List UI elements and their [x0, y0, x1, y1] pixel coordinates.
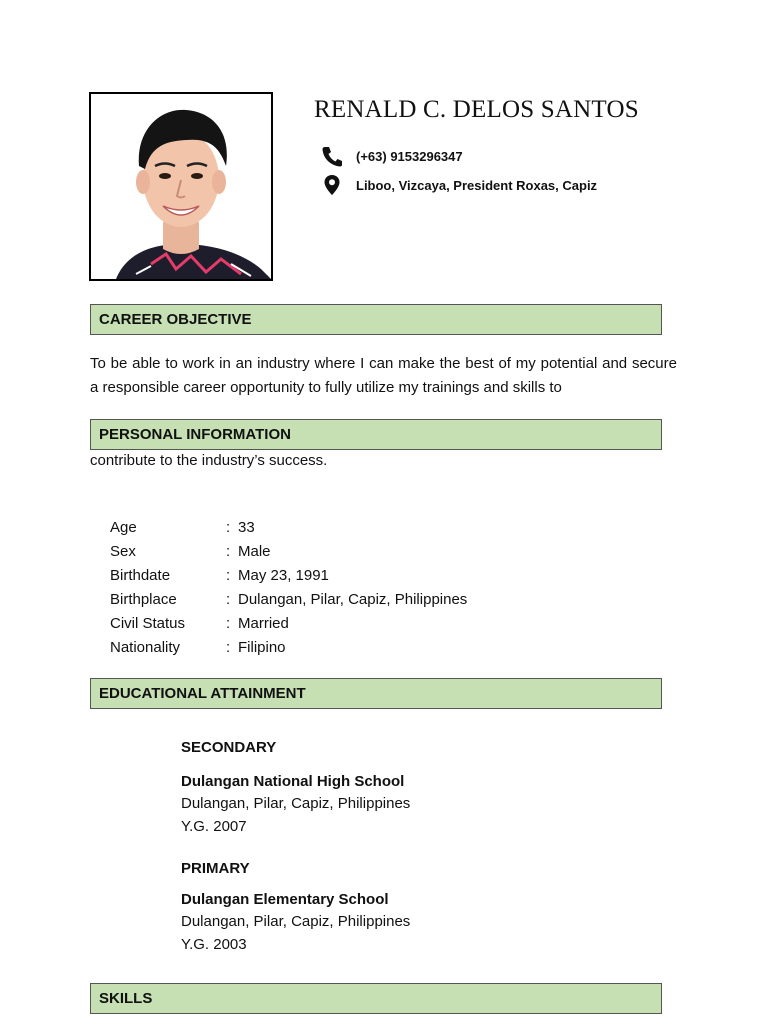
- info-value: Filipino: [238, 638, 286, 656]
- school-name: Dulangan National High School: [181, 772, 405, 790]
- section-personal-information: PERSONAL INFORMATION: [90, 419, 662, 450]
- info-row-age: [110, 515, 467, 539]
- info-row-birthdate: [110, 563, 467, 587]
- education-primary: [181, 858, 410, 956]
- address-row: [320, 174, 597, 196]
- graduation-year: Y.G. 2007: [181, 817, 247, 835]
- info-row-nationality: [110, 635, 467, 659]
- info-separator: :: [226, 638, 231, 656]
- phone-row: [320, 145, 463, 167]
- section-educational-attainment: EDUCATIONAL ATTAINMENT: [90, 678, 662, 709]
- info-label: Age: [110, 518, 137, 536]
- phone-number: (+63) 9153296347: [356, 148, 463, 164]
- address-text: Liboo, Vizcaya, President Roxas, Capiz: [356, 177, 598, 193]
- personal-info-table: [110, 515, 467, 659]
- info-label: Nationality: [110, 638, 181, 656]
- info-row-sex: [110, 539, 467, 563]
- applicant-name: RENALD C. DELOS SANTOS: [314, 96, 639, 123]
- info-label: Sex: [110, 542, 136, 560]
- info-separator: :: [226, 566, 231, 584]
- person-portrait-icon: [91, 94, 271, 279]
- info-value: 33: [238, 518, 255, 536]
- info-value: Married: [238, 614, 289, 632]
- education-level: SECONDARY: [181, 739, 277, 756]
- location-pin-icon: [320, 174, 344, 196]
- graduation-year: Y.G. 2003: [181, 935, 247, 953]
- info-value: Dulangan, Pilar, Capiz, Philippines: [238, 590, 468, 608]
- info-row-civil-status: [110, 611, 467, 635]
- info-separator: :: [226, 614, 231, 632]
- school-location: Dulangan, Pilar, Capiz, Philippines: [181, 795, 411, 812]
- section-career-objective: CAREER OBJECTIVE: [90, 304, 662, 335]
- section-skills: SKILLS: [90, 983, 662, 1014]
- info-label: Civil Status: [110, 614, 186, 632]
- info-value: May 23, 1991: [238, 566, 329, 584]
- profile-photo: [89, 92, 273, 281]
- education-level: PRIMARY: [181, 860, 250, 877]
- info-row-birthplace: [110, 587, 467, 611]
- info-label: Birthdate: [110, 566, 171, 584]
- objective-text-continuation: contribute to the industry’s success.: [90, 452, 328, 469]
- objective-text: To be able to work in an industry where I can make the best of my potential and secure a responsible career opportunity to fully utilize my trainings and skills to: [90, 355, 677, 396]
- education-secondary: [181, 737, 410, 838]
- info-separator: :: [226, 518, 231, 536]
- info-label: Birthplace: [110, 590, 177, 608]
- school-name: Dulangan Elementary School: [181, 890, 389, 908]
- phone-icon: [320, 145, 344, 167]
- school-location: Dulangan, Pilar, Capiz, Philippines: [181, 913, 411, 930]
- info-value: Male: [238, 542, 271, 560]
- info-separator: :: [226, 590, 231, 608]
- info-separator: :: [226, 542, 231, 560]
